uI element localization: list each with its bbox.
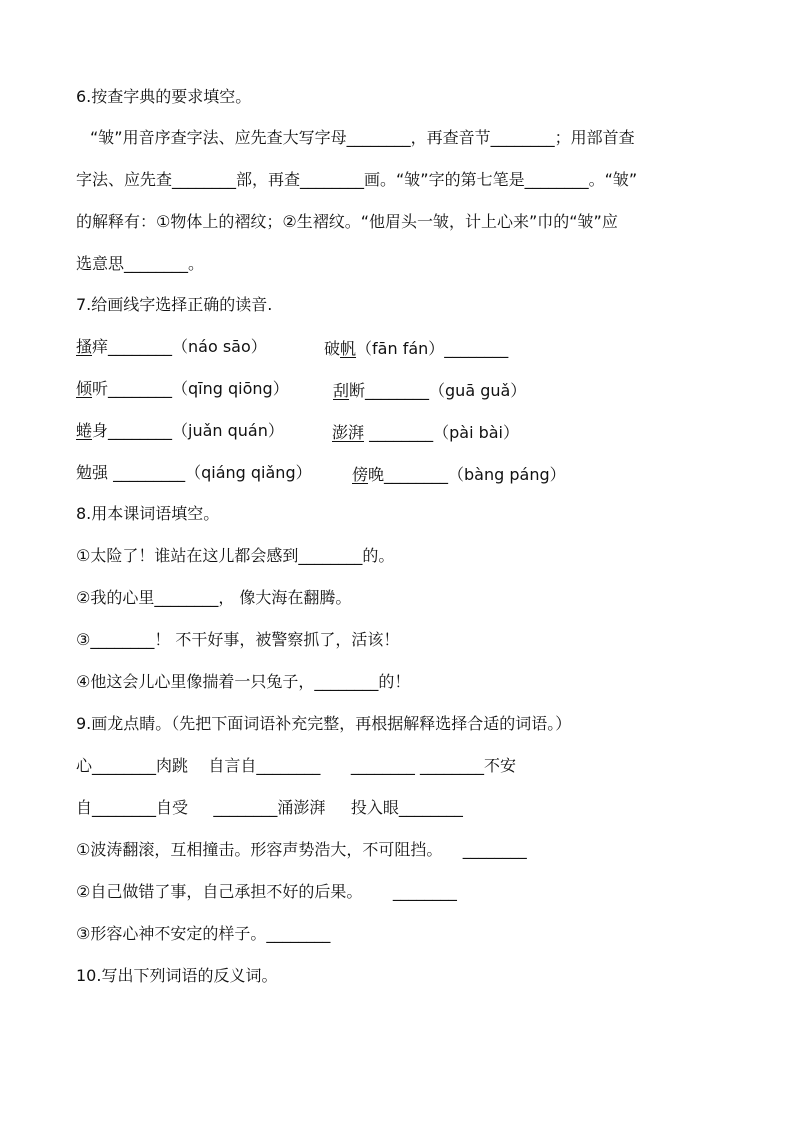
q7-item-text: （fān fán）________ bbox=[356, 339, 509, 358]
q8-item-3: ③________！ 不干好事，被警察抓了，活该！ bbox=[76, 630, 400, 649]
q9-words-row-1: 心________肉跳 自言自________ ________ ________不安 bbox=[76, 756, 516, 775]
q7-item-text: 听________（qīng qiōng） bbox=[92, 379, 289, 398]
q8-title: 8.用本课词语填空。 bbox=[76, 504, 220, 523]
underlined-char: 帆 bbox=[340, 339, 357, 358]
q7-item-3 bbox=[76, 378, 289, 400]
q6-body bbox=[76, 117, 726, 285]
q9-item-1: ①波涛翻滚，互相撞击。形容声势浩大，不可阻挡。 ________ bbox=[76, 840, 527, 859]
q9-item-3: ③形容心神不安定的样子。________ bbox=[76, 924, 331, 943]
q6-row-4: 选意思________。 bbox=[76, 254, 205, 273]
q9-words-row-2: 自________自受 ________涌澎湃 投入眼________ bbox=[76, 798, 463, 817]
q8-item-4: ④他这会儿心里像揣着一只兔子，________的！ bbox=[76, 672, 411, 691]
q8-item-2: ②我的心里________， 像大海在翻腾。 bbox=[76, 588, 352, 607]
q10-title: 10.写出下列词语的反义词。 bbox=[76, 966, 278, 985]
q7-item-text: 晚________（bàng páng） bbox=[368, 465, 566, 484]
q7-item-7 bbox=[76, 462, 312, 484]
q7-item-word: 勉强 bbox=[76, 463, 109, 482]
underlined-char: 搔 bbox=[76, 337, 93, 356]
q8-item-1: ①太险了！谁站在这儿都会感到________的。 bbox=[76, 546, 395, 565]
q7-item-text: 身________（juǎn quán） bbox=[92, 421, 284, 440]
q7-title: 7.给画线字选择正确的读音. bbox=[76, 295, 273, 314]
underlined-char: 刮 bbox=[333, 381, 350, 400]
q6-title: 6.按查字典的要求填空。 bbox=[76, 87, 252, 106]
q6-row-3: 的解释有：①物体上的褶纹；②生褶纹。“他眉头一皱，计上心来”巾的“皱”应 bbox=[76, 212, 618, 231]
underlined-char: 倾 bbox=[76, 379, 93, 398]
q7-item-text: 断________（guā guǎ） bbox=[349, 381, 527, 400]
q6-row-2: 字法、应先查________部，再查________画。“皱”字的第七笔是________。“皱” bbox=[76, 170, 638, 189]
q7-item-text: ________（pài bài） bbox=[364, 423, 520, 442]
underlined-char: 蜷 bbox=[76, 421, 93, 440]
underlined-char: 傍 bbox=[352, 465, 369, 484]
q7-item-6 bbox=[332, 420, 519, 443]
underlined-word: 澎湃 bbox=[332, 423, 365, 442]
q9-title: 9.画龙点睛。（先把下面词语补充完整，再根据解释选择合适的词语。） bbox=[76, 714, 572, 733]
q9-item-2: ②自己做错了事，自己承担不好的后果。 ________ bbox=[76, 882, 457, 901]
q7-item-5 bbox=[76, 420, 284, 442]
q7-item-8 bbox=[352, 462, 566, 485]
q7-item-text: 痒________（náo sāo） bbox=[92, 337, 267, 356]
q7-item-4 bbox=[333, 378, 526, 401]
q7-item-text: _________（qiáng qiǎng） bbox=[108, 463, 312, 482]
q7-item-2 bbox=[324, 336, 508, 359]
q6-row-1: “皱”用音序查字法、应先查大写字母________，再查音节________；用部首查 bbox=[90, 128, 635, 147]
q7-item-1 bbox=[76, 336, 267, 358]
q7-item-prefix: 破 bbox=[324, 339, 341, 358]
